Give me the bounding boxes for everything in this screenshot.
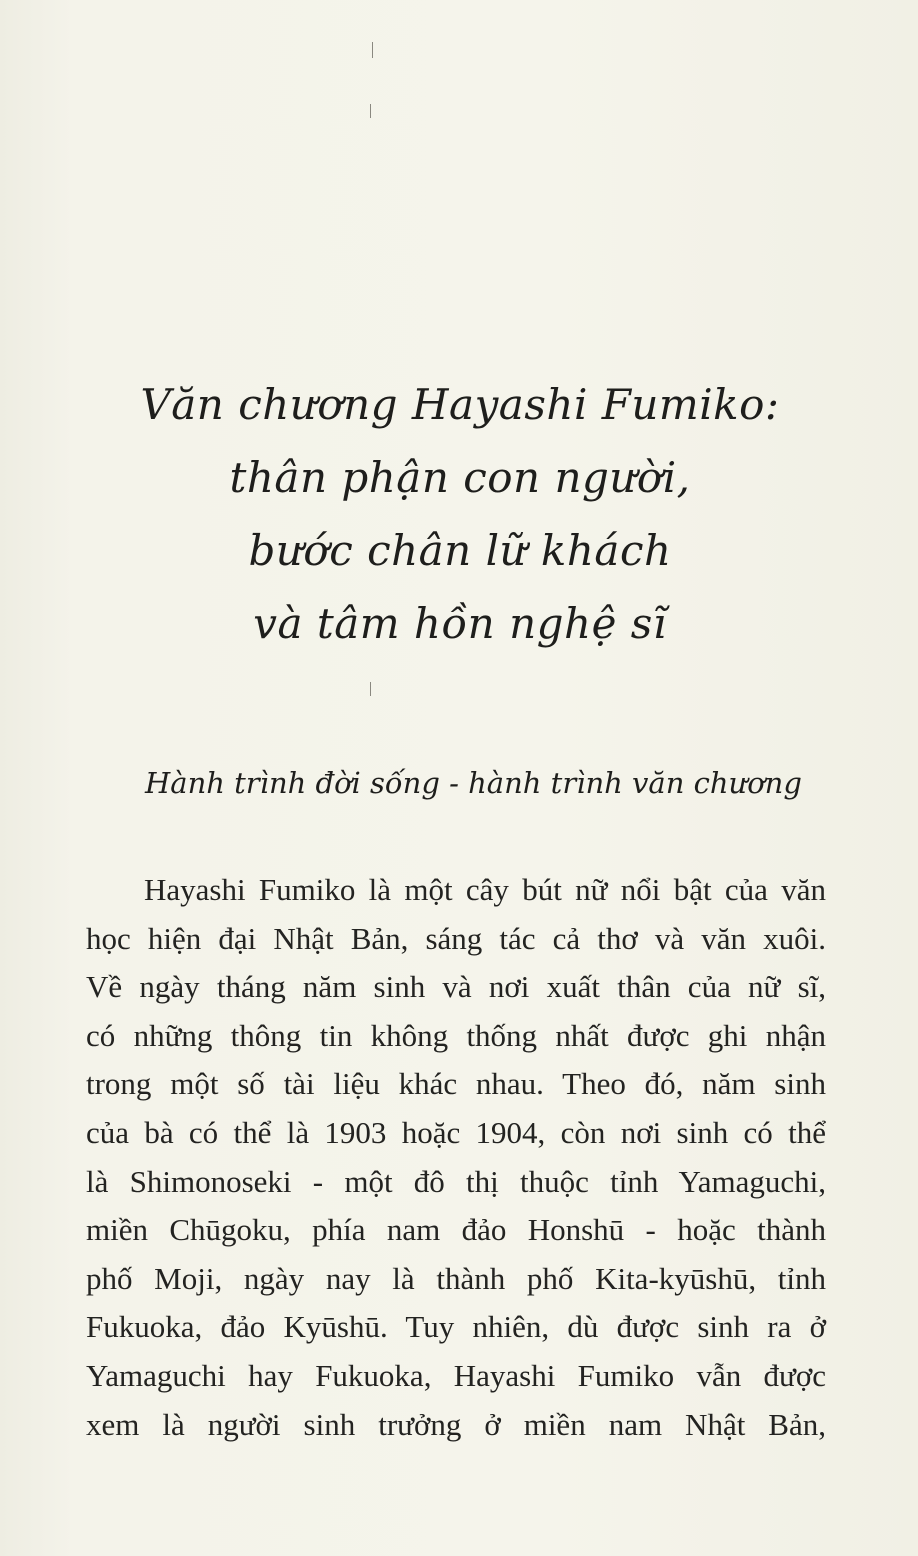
paragraph-line: là Shimonoseki - một đô thị thuộc tỉnh Yamaguchi, [86,1163,826,1199]
section-heading: Hành trình đời sống - hành trình văn chương [145,766,802,800]
title-line: thân phận con người, [229,453,691,502]
print-mark-mid [370,104,371,118]
paragraph-line: của bà có thể là 1903 hoặc 1904, còn nơi sinh có thể [86,1114,826,1150]
paragraph-line: có những thông tin không thống nhất được ghi nhận [86,1017,826,1053]
title-line: bước chân lữ khách [248,526,672,575]
chapter-title [60,368,860,660]
body-paragraph [86,866,826,1449]
paragraph-line: Hayashi Fumiko là một cây bút nữ nổi bật của văn [144,872,826,907]
paragraph-line: trong một số tài liệu khác nhau. Theo đó, năm sinh [86,1066,826,1102]
paragraph-line: miền Chūgoku, phía nam đảo Honshū - hoặc thành [86,1212,826,1248]
paragraph-line: Fukuoka, đảo Kyūshū. Tuy nhiên, dù được sinh ra ở [86,1309,826,1345]
paragraph-line: học hiện đại Nhật Bản, sáng tác cả thơ và văn xuôi. [86,920,826,956]
print-mark-lower [370,682,371,696]
paragraph-line: Về ngày tháng năm sinh và nơi xuất thân của nữ sĩ, [86,969,826,1005]
title-line: và tâm hồn nghệ sĩ [253,599,667,648]
paragraph-line: phố Moji, ngày nay là thành phố Kita-kyūshū, tỉnh [86,1260,826,1296]
paragraph-line: xem là người sinh trưởng ở miền nam Nhật Bản, [86,1406,826,1442]
paragraph-line: Yamaguchi hay Fukuoka, Hayashi Fumiko vẫn được [86,1357,826,1393]
print-mark-top [372,42,373,58]
title-line: Văn chương Hayashi Fumiko: [140,380,780,429]
